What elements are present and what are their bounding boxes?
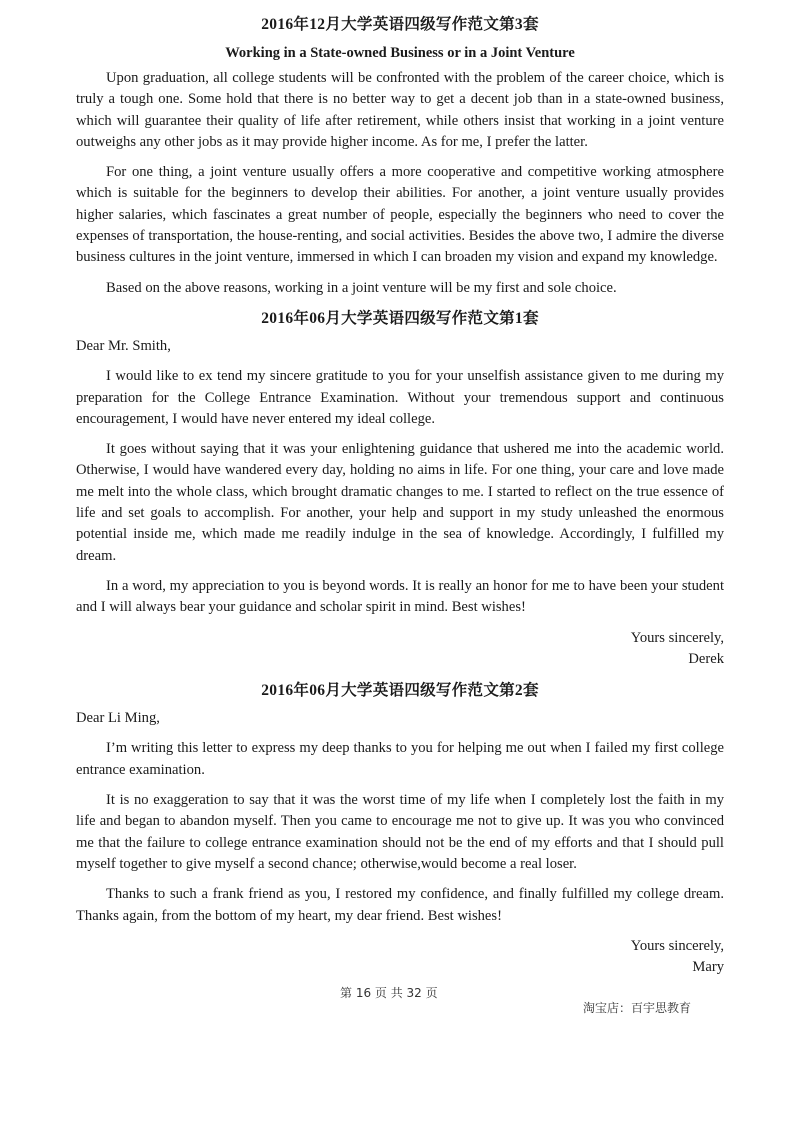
document-page: [76, 14, 724, 988]
letter-signature: Derek: [688, 650, 724, 667]
letter-salutation: Dear Mr. Smith,: [76, 337, 171, 354]
paragraph: I would like to ex tend my sincere gratitude to you for your unselfish assistance given to me during my preparation for the College Entrance Examination. Without your tremendous support and continuous encouragement, I would have never entered my ideal college.: [76, 368, 724, 427]
paragraph: In a word, my appreciation to you is beyond words. It is really an honor for me to have been your student and I will always bear your guidance and scholar spirit in mind. Best wishes!: [76, 577, 724, 616]
letter-signature: Mary: [692, 959, 724, 976]
essay-section-2: [76, 308, 724, 670]
essay-section-3: [76, 680, 724, 978]
essay-section-1: [76, 14, 724, 299]
section-title: 2016年12月大学英语四级写作范文第3套: [261, 16, 539, 33]
letter-salutation: Dear Li Ming,: [76, 710, 160, 727]
paragraph: It is no exaggeration to say that it was the worst time of my life when I completely lost the faith in my life and began to abandon myself. Then you came to encourage me not to give up. It was you who convinced me that the failure to college entrance examination should not be the end of my efforts and that I should pull myself together to give myself a second chance; otherwise,would become a real loser.: [76, 792, 724, 872]
paragraph: Upon graduation, all college students will be confronted with the problem of the career choice, which is truly a tough one. Some hold that there is no better way to get a decent job than in a state-owned business, which will guarantee their quality of life after retirement, while others insist that working in a joint venture outweighs any other jobs as it may provide higher income. As for me, I prefer the latter.: [76, 70, 724, 150]
paragraph: It goes without saying that it was your enlightening guidance that ushered me into the academic world. Otherwise, I would have wandered every day, holding no aims in life. For one thing, your care and love made me melt into the whole class, which brought dramatic changes to me. I started to reflect on the true essence of life and set goals to accomplish. For another, your help and support in my study unleashed the enormous potential inside me, which made me readily indulge in the sea of knowledge. Accordingly, I fulfilled my dream.: [76, 441, 724, 564]
paragraph: I’m writing this letter to express my deep thanks to you for helping me out when I failed my first college entrance examination.: [76, 740, 724, 778]
section-title: 2016年06月大学英语四级写作范文第1套: [261, 309, 539, 327]
essay-subtitle: Working in a State-owned Business or in a Joint Venture: [225, 45, 575, 61]
paragraph: For one thing, a joint venture usually offers a more cooperative and competitive working atmosphere which is suitable for the beginners to develop their abilities. For another, a joint venture usually provides higher salaries, which fascinates a great number of people, especially the beginners who need to cover the expenses of transportation, the house-renting, and social activities. Besides the above two, I admire the diverse business cultures in the joint venture, immersed in which I can broaden my vision and expand my knowledge.: [76, 164, 724, 266]
section-title: 2016年06月大学英语四级写作范文第2套: [261, 682, 539, 700]
letter-closing: Yours sincerely,: [630, 629, 724, 646]
paragraph: Based on the above reasons, working in a joint venture will be my first and sole choice.: [106, 279, 617, 296]
paragraph: Thanks to such a frank friend as you, I restored my confidence, and finally fulfilled my college dream. Thanks again, from the bottom of my heart, my dear friend. Best wishes!: [76, 886, 724, 924]
page-number: 第 16 页 共 32 页: [340, 986, 438, 1000]
shop-watermark: 淘宝店：百宇思教育: [583, 1001, 692, 1015]
letter-closing: Yours sincerely,: [630, 937, 724, 954]
